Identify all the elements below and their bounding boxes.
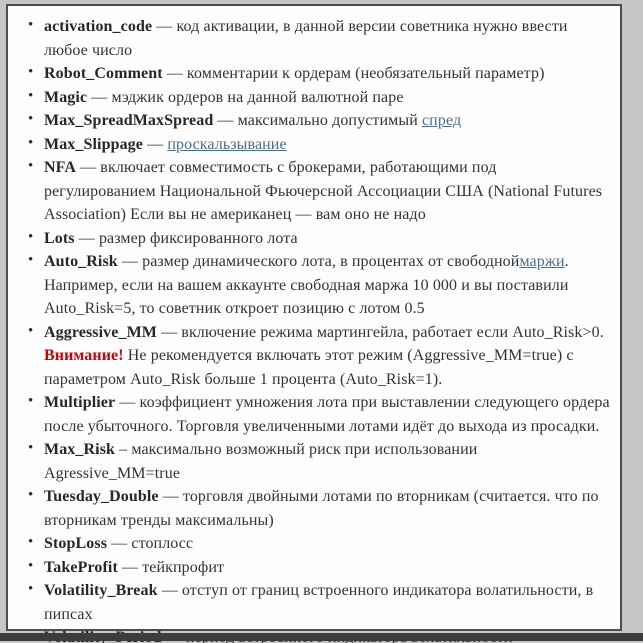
bullet-icon: • [28,440,34,456]
list-item [28,109,610,133]
bullet-icon: • [28,322,34,339]
param-description: — включает совместимость с брокерами, работающими под регулированием Национальной Фьючерсной Ассоциации США (National Futures Association) Если вы не американец — вам оно не надо [44,159,603,223]
param-name: Magic [44,88,88,106]
param-description: — коэффициент умножения лота при выставлении следующего ордера после убыточного. Торговля увеличенными лотами идёт до выхода из просадки. [44,394,610,435]
param-name: Multiplier [44,394,116,411]
param-name: Robot_Comment [44,65,163,82]
bottom-edge-strip [0,633,643,641]
inline-link[interactable]: проскальзывание [167,135,287,153]
param-description: Не рекомендуется включать этот режим (Aggressive_MM=true) с параметром Auto_Risk больше 1 процента (Auto_Risk=1). [44,347,574,388]
bullet-icon: • [28,228,34,245]
param-description: — торговля двойными лотами по вторникам (считается. что по вторникам тренды максимальны) [44,488,599,529]
list-item [28,133,610,157]
bullet-icon: • [28,534,34,550]
list-item [28,438,610,485]
param-description: — отступ от границ встроенного индикатора волатильности, в пипсах [44,582,594,623]
bullet-icon: • [28,393,34,409]
param-name: Aggressive_MM [44,323,157,341]
list-item [28,556,610,580]
list-item [28,485,610,532]
bullet-icon: • [28,252,34,268]
list-item [28,391,610,438]
param-description: — мэджик ордеров на данной валютной паре [87,88,404,106]
param-name: Max_Risk [44,441,116,458]
param-description: — максимально допустимый [213,112,422,129]
param-description: — комментарии к ордерам (необязательный параметр) [162,65,545,82]
param-description: — размер фиксированного лота [74,229,298,247]
inline-link[interactable]: спред [421,112,462,129]
parameter-list [8,6,620,643]
param-description: — размер динамического лота, в процентах от свободной [117,253,520,270]
bullet-icon: • [28,158,34,174]
bullet-icon: • [28,487,34,503]
param-name: StopLoss [44,535,108,552]
bullet-icon: • [28,134,34,151]
param-description: — включение режима мартингейла, работает если Auto_Risk>0. [156,323,604,341]
param-name: NFA [44,159,76,176]
param-name: Tuesday_Double [44,488,159,505]
inline-link[interactable]: маржи [519,253,565,270]
bullet-icon: • [28,17,34,33]
document-panel [6,4,622,631]
list-item [28,15,610,62]
bullet-icon: • [28,557,34,574]
param-name: Max_SpreadMaxSpread [44,112,214,129]
warning-label: Внимание! [44,347,124,364]
list-item [28,532,610,556]
bullet-icon: • [28,64,34,80]
param-description: – максимально возможный риск при использовании Agressive_MM=true [44,441,478,482]
list-item [28,579,610,626]
param-description: — код активации, в данной версии советника нужно ввести любое число [44,18,568,59]
param-description: — [143,135,168,153]
param-description: . Например, если на вашем аккаунте свободная маржа 10 000 и вы поставили Auto_Risk=5, то советник откроет позицию с лотом 0.5 [44,253,569,317]
list-item [28,86,610,110]
param-description: — тейкпрофит [117,558,225,576]
list-item [28,62,610,86]
bullet-icon: • [28,111,34,127]
list-item [28,250,610,321]
list-item [28,227,610,251]
param-name: TakeProfit [44,558,118,576]
param-name: Volatility_Break [44,582,158,599]
bullet-icon: • [28,87,34,104]
bullet-icon: • [28,581,34,597]
list-item [28,156,610,227]
param-name: activation_code [44,18,153,35]
param-description: — стоплосс [107,535,194,552]
list-item [28,321,610,392]
param-name: Max_Slippage [44,135,143,153]
param-name: Auto_Risk [44,253,118,270]
param-name: Lots [44,229,75,247]
